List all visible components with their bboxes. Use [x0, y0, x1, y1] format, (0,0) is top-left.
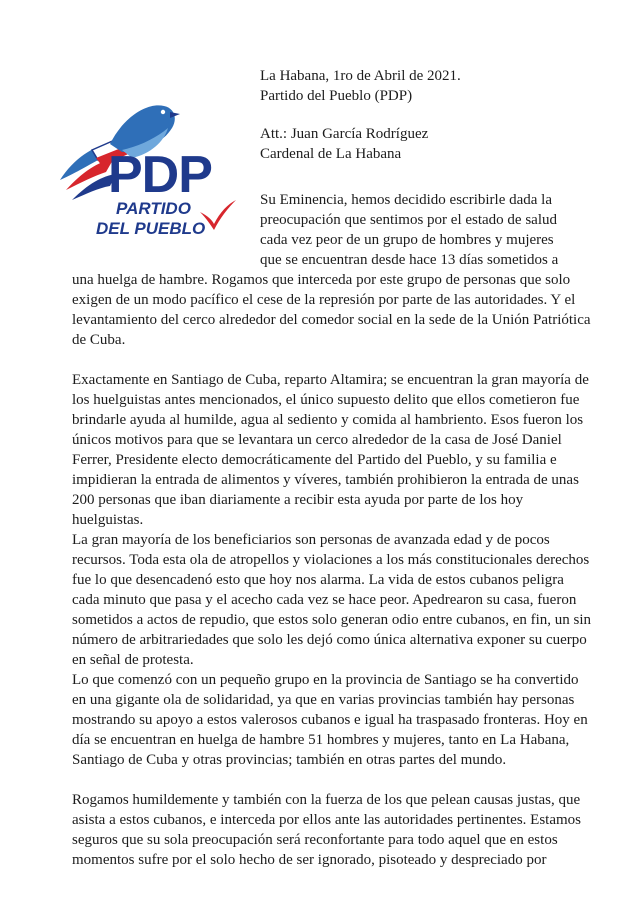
logo-line2: DEL PUEBLO: [96, 219, 206, 238]
text-line: seguros que su sola preocupación será reconfortante para todo aquel que en estos: [72, 832, 558, 848]
intro-paragraph: [260, 190, 578, 270]
text-line: en señal de protesta.: [72, 652, 194, 668]
text-line: Exactamente en Santiago de Cuba, reparto Altamira; se encuentran la gran mayoría de: [72, 372, 589, 388]
text-line: recursos. Toda esta ola de atropellos y violaciones a los más constitucionales derechos: [72, 552, 590, 568]
text-line: sometidos a actos de repudio, que estos solo generan odio entre cubanos, en fin, un sin: [72, 612, 592, 628]
place-date: La Habana, 1ro de Abril de 2021.: [260, 68, 461, 84]
paragraph-4: [72, 670, 612, 770]
text-line: brindarle ayuda al humilde, agua al sediento y comida al hambriento. Esos fueron los: [72, 412, 584, 428]
paragraph-5: [72, 790, 612, 870]
paragraph-2: [72, 370, 612, 530]
logo-line1: PARTIDO: [116, 199, 191, 218]
paragraph-1: [72, 270, 612, 350]
text-line: Ferrer, Presidente electo democráticamente del Partido del Pueblo, y su familia e: [72, 452, 557, 468]
text-line: los huelguistas antes mencionados, el único supuesto delito que ellos cometieron fue: [72, 392, 580, 408]
text-line: momentos sufre por el solo hecho de ser ignorado, pisoteado y despreciado por: [72, 852, 547, 868]
text-line: Santiago de Cuba y otras provincias; también en otras partes del mundo.: [72, 752, 507, 768]
sender: Partido del Pueblo (PDP): [260, 88, 413, 104]
paragraph-3: [72, 530, 612, 670]
text-line: únicos motivos para que se levantara un cerco alrededor de la casa de José Daniel: [72, 432, 562, 448]
text-line: asista a estos cubanos, e interceda por ellos ante las autoridades pertinentes. Estamos: [72, 812, 582, 828]
letter-body: [72, 270, 612, 870]
attention-line: Att.: Juan García Rodríguez: [260, 126, 429, 142]
text-line: en una gigante ola de solidaridad, ya que en varias provincias también hay personas: [72, 692, 575, 708]
text-line: una huelga de hambre. Rogamos que interceda por este grupo de personas que solo: [72, 272, 571, 288]
text-line: Lo que comenzó con un pequeño grupo en la provincia de Santiago se ha convertido: [72, 672, 579, 688]
text-line: impidieran la entrada de alimentos y víveres, también prohibieron la entrada de unas: [72, 472, 579, 488]
text-line: 200 personas que iban diariamente a recibir esta ayuda por parte de los hoy: [72, 492, 524, 508]
text-line: que se encuentran desde hace 13 días sometidos a: [260, 252, 559, 268]
pdp-logo: [52, 88, 238, 238]
text-line: exigen de un modo pacífico el cese de la represión por parte de las autoridades. Y el: [72, 292, 576, 308]
text-line: día se encuentran en huelga de hambre 51 hombres y mujeres, tanto en La Habana,: [72, 732, 570, 748]
bird-logo-icon: [52, 88, 238, 238]
text-line: Rogamos humildemente y también con la fuerza de los que pelean causas justas, que: [72, 792, 581, 808]
text-line: mostrando su apoyo a estos valerosos cubanos e igual ha traspasado fronteras. Hoy en: [72, 712, 588, 728]
text-line: levantamiento del cerco alrededor del comedor social en la sede de la Unión Patriótica: [72, 312, 591, 328]
text-line: preocupación que sentimos por el estado de salud: [260, 212, 557, 228]
letter-header: [260, 66, 610, 164]
text-line: de Cuba.: [72, 332, 126, 348]
text-line: huelguistas.: [72, 512, 144, 528]
text-line: cada minuto que pasa y el acecho cada vez se hace peor. Apedrearon su casa, fueron: [72, 592, 577, 608]
text-line: número de arbitrariedades que solo les dejó como única alternativa exponer su cuerpo: [72, 632, 587, 648]
text-line: La gran mayoría de los beneficiarios son personas de avanzada edad y de pocos: [72, 532, 550, 548]
text-line: Su Eminencia, hemos decidido escribirle dada la: [260, 192, 552, 208]
text-line: cada vez peor de un grupo de hombres y mujeres: [260, 232, 554, 248]
text-line: fue lo que desencadenó esto que hoy nos alarma. La vida de estos cubanos peligra: [72, 572, 564, 588]
recipient-title: Cardenal de La Habana: [260, 146, 402, 162]
logo-abbr: PDP: [108, 146, 212, 204]
